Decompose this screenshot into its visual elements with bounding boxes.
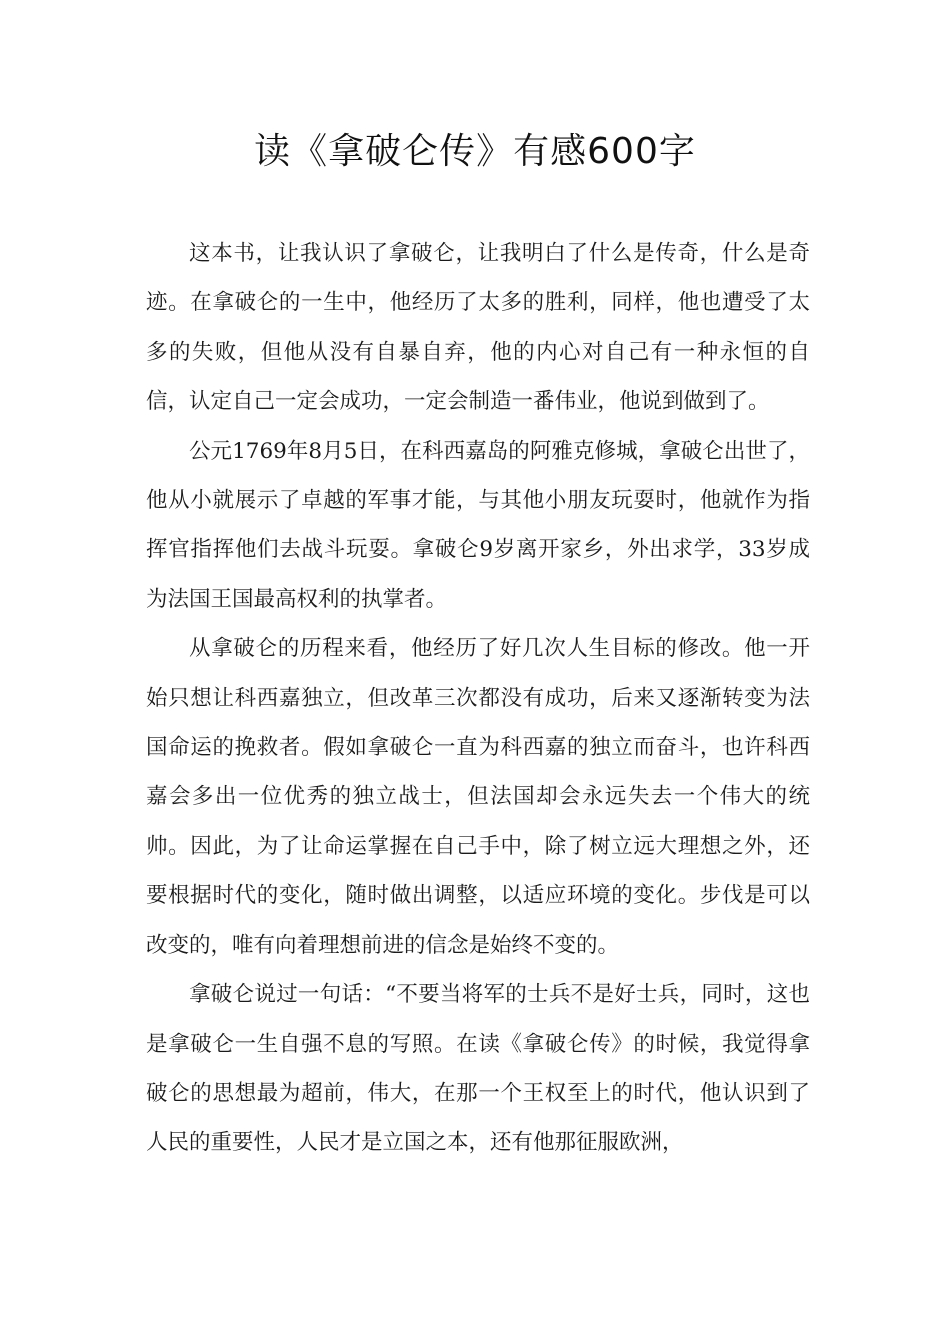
document-title: 读《拿破仑传》有感600字 [254, 131, 696, 172]
paragraph: 从拿破仑的历程来看，他经历了好几次人生目标的修改。他一开始只想让科西嘉独立，但改革三次都没有成功，后来又逐渐转变为法国命运的挽救者。假如拿破仑一直为科西嘉的独立而奋斗，也许科西嘉会多出一位优秀的独立战士，但法国却会永远失去一个伟大的统帅。因此，为了让命运掌握在自己手中，除了树立远大理想之外，还要根据时代的变化，随时做出调整，以适应环境的变化。步伐是可以改变的，唯有向着理想前进的信念是始终不变的。 [146, 636, 810, 958]
document-body [146, 229, 810, 1168]
paragraph: 拿破仑说过一句话：“不要当将军的士兵不是好士兵，同时，这也是拿破仑一生自强不息的写照。在读《拿破仑传》的时候，我觉得拿破仑的思想最为超前，伟大，在那一个王权至上的时代，他认识到了人民的重要性，人民才是立国之本，还有他那征服欧洲， [146, 982, 810, 1156]
paragraph: 这本书，让我认识了拿破仑，让我明白了什么是传奇，什么是奇迹。在拿破仑的一生中，他经历了太多的胜利，同样，他也遭受了太多的失败，但他从没有自暴自弃，他的内心对自己有一种永恒的自信，认定自己一定会成功，一定会制造一番伟业，他说到做到了。 [146, 241, 810, 415]
paragraph: 公元1769年8月5日，在科西嘉岛的阿雅克修城，拿破仑出世了，他从小就展示了卓越的军事才能，与其他小朋友玩耍时，他就作为指挥官指挥他们去战斗玩耍。拿破仑9岁离开家乡，外出求学，33岁成为法国王国最高权利的执掌者。 [146, 438, 810, 612]
